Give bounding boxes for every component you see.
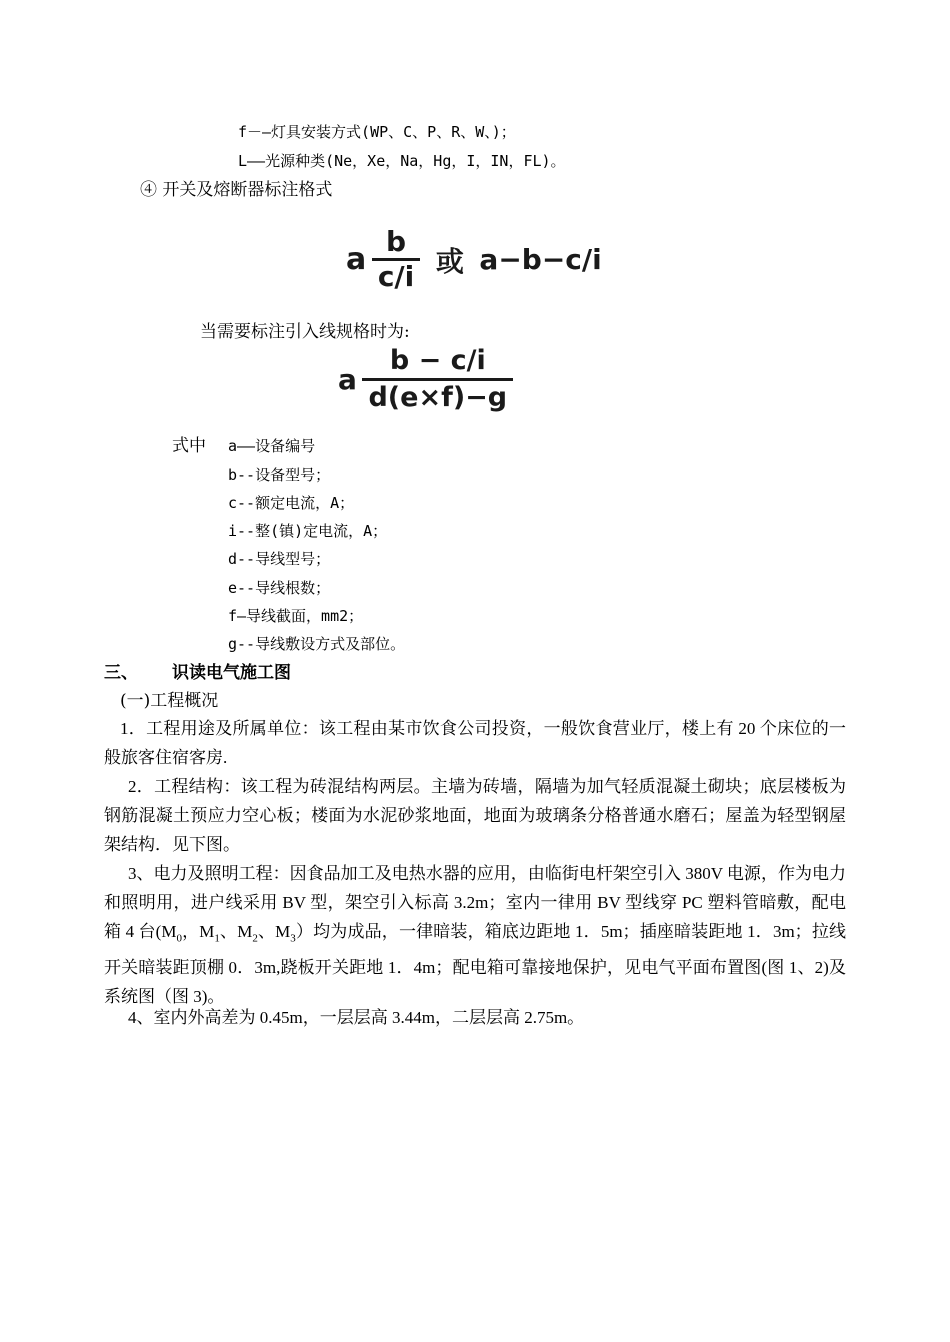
formula1-or: 或 [435,244,464,278]
lead-note: 当需要标注引入线规格时为: [200,322,410,342]
formula2-a: a [338,363,357,396]
formula2-fraction [362,344,513,415]
paragraph-3 [104,859,846,1011]
formula1-fraction [372,226,420,293]
symbol-item: e--导线根数； [228,579,331,597]
paragraph-1: 1．工程用途及所属单位：该工程由某市饮食公司投资，一般饮食营业厅，楼上有 20 个床位的一般旅客住宿客房. [104,719,846,767]
symbol-item: b--设备型号； [228,466,331,484]
paragraph-3-text: ，M [181,922,215,941]
paragraph-2: 2．工程结构：该工程为砖混结构两层。主墙为砖墙，隔墙为加气轻质混凝土砌块；底层楼板为钢筋混凝土预应力空心板；楼面为水泥砂浆地面，地面为玻璃条分格普通水磨石；屋盖为轻型钢屋架结构．见下图。 [104,777,846,854]
subscript: 0 [176,932,182,945]
legend-line-f: f－—灯具安装方式(WP、C、P、R、W、)； [238,123,516,141]
section3-number: 三、 [104,663,138,683]
symbol-item: a——设备编号 [228,437,316,455]
symbol-item: f—导线截面，mm2； [228,607,364,625]
symbol-item: c--额定电流，A； [228,494,355,512]
section3-title: 识读电气施工图 [172,663,291,683]
formula1-alt: a−b−c/i [479,243,602,276]
subscript: 3 [290,932,296,945]
section-heading-switch-fuse: ④ 开关及熔断器标注格式 [140,180,333,200]
paragraph-3-text: 3、电力及照明工程：因食品加工及电热水器的应用，由临街电杆架空引入 380V 电源，作为电力和照明用，进户线采用 BV 型，架空引入标高 3.2m；室内一律用 BV 型线穿 PC 塑料管暗敷，配电箱 4 台(M [104,864,846,941]
subscript: 1 [214,932,220,945]
legend-line-L: L——光源种类(Ne，Xe，Na，Hg，I，IN，FL)。 [238,152,566,170]
symbols-prefix: 式中 [172,436,206,456]
formula2-denominator: d(e×f)−g [362,378,513,415]
formula-lead-in [338,344,558,424]
symbol-item: d--导线型号； [228,550,331,568]
symbol-item: g--导线敷设方式及部位。 [228,635,406,653]
symbol-item: i--整(镇)定电流，A； [228,522,388,540]
paragraph-3-text: 、M [257,922,291,941]
formula1-a: a [346,242,367,277]
formula2-numerator: b − c/i [389,345,486,376]
formula1-numerator: b [386,225,407,258]
subscript: 2 [252,932,258,945]
formula1-denominator: c/i [372,258,420,293]
formula-switch-fuse [346,226,646,300]
paragraph-3-text: ）均为成品，一律暗装，箱底边距地 1．5m；插座暗装距地 1．3m；拉线开关暗装距顶棚 0．3m,跷板开关距地 1．4m；配电箱可靠接地保护，见电气平面布置图(图 1、2)及系统图（图 3)。 [104,922,846,1007]
paragraph-3-text: 、M [219,922,253,941]
paragraph-4: 4、室内外高差为 0.45m，一层层高 3.44m，二层层高 2.75m。 [128,1008,585,1027]
section3-subheading: (一)工程概况 [120,691,219,711]
